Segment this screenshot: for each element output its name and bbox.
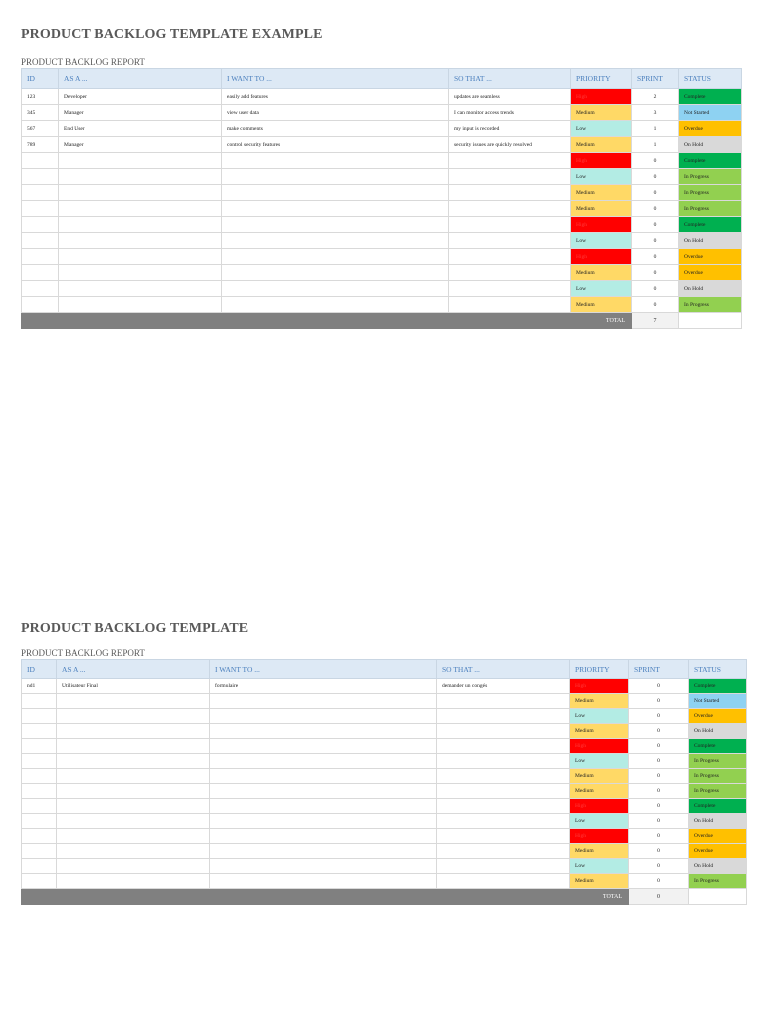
cell-id[interactable] — [22, 249, 59, 265]
cell-id[interactable] — [22, 784, 57, 799]
cell-priority[interactable]: High — [571, 217, 632, 233]
header-priority: PRIORITY — [571, 69, 632, 89]
cell-i-want-to[interactable] — [222, 153, 449, 169]
cell-status[interactable]: Overdue — [679, 265, 742, 281]
cell-id[interactable] — [22, 769, 57, 784]
cell-status[interactable]: Overdue — [689, 709, 747, 724]
cell-sprint[interactable]: 0 — [629, 829, 689, 844]
cell-as-a[interactable]: Manager — [59, 137, 222, 153]
cell-so-that[interactable] — [449, 169, 571, 185]
cell-status[interactable]: In Progress — [689, 874, 747, 889]
cell-sprint[interactable]: 0 — [632, 217, 679, 233]
cell-sprint[interactable]: 0 — [632, 297, 679, 313]
cell-priority[interactable]: Medium — [570, 724, 629, 739]
header-so-that: SO THAT ... — [437, 660, 570, 679]
cell-sprint[interactable]: 3 — [632, 105, 679, 121]
table-row — [22, 105, 742, 121]
cell-i-want-to[interactable] — [210, 814, 437, 829]
cell-id[interactable] — [22, 814, 57, 829]
cell-so-that[interactable] — [437, 739, 570, 754]
table-row — [22, 874, 747, 889]
cell-i-want-to[interactable] — [222, 185, 449, 201]
example-section — [21, 26, 741, 329]
table-row — [22, 694, 747, 709]
cell-i-want-to[interactable] — [210, 784, 437, 799]
cell-so-that[interactable] — [437, 694, 570, 709]
cell-priority[interactable]: Medium — [570, 844, 629, 859]
cell-id[interactable]: 789 — [22, 137, 59, 153]
table-row — [22, 121, 742, 137]
cell-as-a[interactable] — [57, 814, 210, 829]
table-row — [22, 784, 747, 799]
cell-i-want-to[interactable] — [222, 249, 449, 265]
table-row — [22, 724, 747, 739]
cell-i-want-to[interactable] — [210, 709, 437, 724]
cell-sprint[interactable]: 0 — [632, 265, 679, 281]
cell-priority[interactable]: High — [570, 829, 629, 844]
cell-status[interactable]: In Progress — [689, 784, 747, 799]
cell-so-that[interactable] — [449, 217, 571, 233]
cell-as-a[interactable]: Developer — [59, 89, 222, 105]
cell-as-a[interactable]: Manager — [59, 105, 222, 121]
cell-id[interactable]: nd1 — [22, 679, 57, 694]
cell-i-want-to[interactable] — [210, 769, 437, 784]
cell-so-that[interactable]: security issues are quickly resolved — [449, 137, 571, 153]
template-section — [21, 620, 746, 905]
cell-status[interactable]: In Progress — [689, 754, 747, 769]
total-label: TOTAL — [22, 889, 629, 905]
cell-sprint[interactable]: 0 — [629, 754, 689, 769]
cell-id[interactable]: 123 — [22, 89, 59, 105]
header-as-a: AS A ... — [57, 660, 210, 679]
cell-priority[interactable]: Low — [570, 859, 629, 874]
cell-as-a[interactable] — [57, 874, 210, 889]
page-title: PRODUCT BACKLOG TEMPLATE EXAMPLE — [21, 27, 323, 42]
cell-so-that[interactable] — [449, 153, 571, 169]
cell-status[interactable]: Complete — [689, 799, 747, 814]
cell-status[interactable]: In Progress — [679, 185, 742, 201]
cell-sprint[interactable]: 1 — [632, 137, 679, 153]
cell-i-want-to[interactable] — [222, 233, 449, 249]
cell-sprint[interactable]: 0 — [632, 185, 679, 201]
cell-priority[interactable]: Low — [571, 121, 632, 137]
cell-so-that[interactable] — [449, 185, 571, 201]
cell-i-want-to[interactable]: make comments — [222, 121, 449, 137]
backlog-table — [21, 659, 747, 905]
cell-i-want-to[interactable]: view user data — [222, 105, 449, 121]
cell-as-a[interactable] — [59, 185, 222, 201]
cell-so-that[interactable] — [437, 874, 570, 889]
total-end-cell — [689, 889, 747, 905]
cell-id[interactable] — [22, 169, 59, 185]
cell-so-that[interactable] — [449, 281, 571, 297]
cell-as-a[interactable] — [59, 169, 222, 185]
cell-as-a[interactable] — [57, 829, 210, 844]
total-label: TOTAL — [22, 313, 632, 329]
cell-i-want-to[interactable] — [222, 265, 449, 281]
cell-status[interactable]: Complete — [679, 217, 742, 233]
table-row — [22, 265, 742, 281]
cell-sprint[interactable]: 0 — [632, 201, 679, 217]
table-body — [22, 679, 747, 889]
cell-priority[interactable]: Medium — [571, 137, 632, 153]
cell-so-that[interactable] — [437, 724, 570, 739]
cell-id[interactable] — [22, 829, 57, 844]
table-row — [22, 859, 747, 874]
cell-priority[interactable]: High — [570, 799, 629, 814]
cell-i-want-to[interactable] — [210, 829, 437, 844]
cell-id[interactable] — [22, 281, 59, 297]
cell-priority[interactable]: Low — [570, 709, 629, 724]
cell-as-a[interactable] — [59, 217, 222, 233]
table-row — [22, 217, 742, 233]
table-row — [22, 799, 747, 814]
cell-sprint[interactable]: 0 — [629, 784, 689, 799]
header-i-want-to: I WANT TO ... — [210, 660, 437, 679]
cell-sprint[interactable]: 0 — [632, 169, 679, 185]
cell-id[interactable] — [22, 185, 59, 201]
cell-i-want-to[interactable]: control security features — [222, 137, 449, 153]
header-status: STATUS — [689, 660, 747, 679]
cell-as-a[interactable]: End User — [59, 121, 222, 137]
cell-sprint[interactable]: 0 — [629, 679, 689, 694]
cell-sprint[interactable]: 0 — [629, 739, 689, 754]
cell-sprint[interactable]: 0 — [632, 233, 679, 249]
header-id: ID — [22, 660, 57, 679]
table-row — [22, 249, 742, 265]
cell-as-a[interactable] — [59, 265, 222, 281]
cell-as-a[interactable] — [57, 769, 210, 784]
cell-status[interactable]: In Progress — [689, 769, 747, 784]
cell-priority[interactable]: Medium — [570, 694, 629, 709]
cell-sprint[interactable]: 0 — [629, 694, 689, 709]
cell-sprint[interactable]: 0 — [629, 859, 689, 874]
cell-so-that[interactable] — [449, 265, 571, 281]
cell-as-a[interactable] — [57, 739, 210, 754]
cell-id[interactable] — [22, 799, 57, 814]
cell-id[interactable] — [22, 153, 59, 169]
cell-i-want-to[interactable] — [222, 201, 449, 217]
cell-status[interactable]: On Hold — [689, 859, 747, 874]
table-row — [22, 185, 742, 201]
cell-so-that[interactable]: I can monitor access trends — [449, 105, 571, 121]
cell-so-that[interactable] — [437, 814, 570, 829]
cell-priority[interactable]: Medium — [571, 201, 632, 217]
cell-so-that[interactable]: demander un congés — [437, 679, 570, 694]
table-header-row — [22, 660, 747, 679]
cell-so-that[interactable] — [449, 249, 571, 265]
cell-so-that[interactable]: updates are seamless — [449, 89, 571, 105]
cell-as-a[interactable] — [59, 201, 222, 217]
table-row — [22, 89, 742, 105]
cell-so-that[interactable] — [437, 784, 570, 799]
cell-id[interactable] — [22, 694, 57, 709]
table-row — [22, 709, 747, 724]
table-row — [22, 769, 747, 784]
cell-status[interactable]: On Hold — [679, 233, 742, 249]
cell-i-want-to[interactable]: easily add features — [222, 89, 449, 105]
cell-status[interactable]: On Hold — [679, 137, 742, 153]
cell-as-a[interactable] — [59, 249, 222, 265]
table-row — [22, 844, 747, 859]
cell-id[interactable] — [22, 233, 59, 249]
cell-sprint[interactable]: 0 — [629, 844, 689, 859]
cell-as-a[interactable] — [59, 153, 222, 169]
cell-as-a[interactable] — [57, 859, 210, 874]
total-row — [22, 313, 742, 329]
cell-i-want-to[interactable] — [210, 754, 437, 769]
cell-id[interactable] — [22, 709, 57, 724]
cell-status[interactable]: Complete — [679, 153, 742, 169]
table-row — [22, 754, 747, 769]
cell-as-a[interactable] — [57, 709, 210, 724]
cell-i-want-to[interactable] — [210, 874, 437, 889]
table-row — [22, 153, 742, 169]
cell-status[interactable]: On Hold — [679, 281, 742, 297]
cell-status[interactable]: Complete — [689, 739, 747, 754]
table-row — [22, 233, 742, 249]
header-so-that: SO THAT ... — [449, 69, 571, 89]
header-sprint: SPRINT — [629, 660, 689, 679]
cell-so-that[interactable] — [449, 233, 571, 249]
header-i-want-to: I WANT TO ... — [222, 69, 449, 89]
table-row — [22, 814, 747, 829]
table-row — [22, 679, 747, 694]
cell-id[interactable] — [22, 739, 57, 754]
cell-id[interactable] — [22, 844, 57, 859]
table-row — [22, 169, 742, 185]
cell-so-that[interactable] — [449, 201, 571, 217]
cell-i-want-to[interactable] — [210, 859, 437, 874]
cell-sprint[interactable]: 0 — [629, 814, 689, 829]
cell-priority[interactable]: Medium — [570, 874, 629, 889]
cell-priority[interactable]: Medium — [571, 297, 632, 313]
cell-status[interactable]: In Progress — [679, 201, 742, 217]
cell-i-want-to[interactable] — [222, 297, 449, 313]
cell-so-that[interactable] — [437, 709, 570, 724]
cell-sprint[interactable]: 2 — [632, 89, 679, 105]
cell-priority[interactable]: High — [571, 153, 632, 169]
cell-id[interactable] — [22, 265, 59, 281]
cell-priority[interactable]: High — [571, 249, 632, 265]
cell-status[interactable]: Not Started — [679, 105, 742, 121]
cell-status[interactable]: Complete — [679, 89, 742, 105]
header-as-a: AS A ... — [59, 69, 222, 89]
cell-i-want-to[interactable] — [210, 799, 437, 814]
cell-id[interactable] — [22, 217, 59, 233]
table-row — [22, 829, 747, 844]
header-status: STATUS — [679, 69, 742, 89]
cell-i-want-to[interactable] — [210, 724, 437, 739]
cell-i-want-to[interactable] — [222, 169, 449, 185]
table-row — [22, 297, 742, 313]
total-value[interactable]: 7 — [632, 313, 679, 329]
page-title: PRODUCT BACKLOG TEMPLATE — [21, 621, 249, 636]
cell-status[interactable]: In Progress — [679, 297, 742, 313]
cell-as-a[interactable] — [57, 694, 210, 709]
cell-status[interactable]: On Hold — [689, 724, 747, 739]
cell-priority[interactable]: Low — [570, 754, 629, 769]
cell-id[interactable] — [22, 297, 59, 313]
cell-sprint[interactable]: 0 — [629, 724, 689, 739]
cell-priority[interactable]: Low — [571, 281, 632, 297]
total-row — [22, 889, 747, 905]
total-value[interactable]: 0 — [629, 889, 689, 905]
cell-as-a[interactable] — [57, 784, 210, 799]
cell-i-want-to[interactable] — [222, 281, 449, 297]
cell-sprint[interactable]: 0 — [632, 153, 679, 169]
cell-sprint[interactable]: 0 — [629, 874, 689, 889]
header-sprint: SPRINT — [632, 69, 679, 89]
cell-id[interactable] — [22, 201, 59, 217]
cell-status[interactable]: In Progress — [679, 169, 742, 185]
cell-id[interactable] — [22, 724, 57, 739]
cell-so-that[interactable] — [437, 844, 570, 859]
cell-status[interactable]: Complete — [689, 679, 747, 694]
cell-as-a[interactable] — [59, 297, 222, 313]
cell-id[interactable]: 567 — [22, 121, 59, 137]
cell-i-want-to[interactable] — [210, 739, 437, 754]
cell-so-that[interactable] — [437, 829, 570, 844]
cell-priority[interactable]: Medium — [571, 185, 632, 201]
cell-so-that[interactable] — [437, 754, 570, 769]
cell-id[interactable] — [22, 754, 57, 769]
cell-i-want-to[interactable] — [222, 217, 449, 233]
total-end-cell — [679, 313, 742, 329]
table-row — [22, 739, 747, 754]
cell-priority[interactable]: High — [570, 739, 629, 754]
cell-as-a[interactable] — [57, 754, 210, 769]
cell-so-that[interactable]: my input is recorded — [449, 121, 571, 137]
cell-as-a[interactable] — [59, 281, 222, 297]
cell-as-a[interactable] — [57, 724, 210, 739]
cell-so-that[interactable] — [449, 297, 571, 313]
cell-sprint[interactable]: 0 — [632, 281, 679, 297]
cell-as-a[interactable]: Utilisateur Final — [57, 679, 210, 694]
cell-priority[interactable]: Medium — [570, 784, 629, 799]
table-header-row — [22, 69, 742, 89]
cell-i-want-to[interactable] — [210, 844, 437, 859]
cell-so-that[interactable] — [437, 799, 570, 814]
cell-priority[interactable]: High — [571, 89, 632, 105]
cell-id[interactable] — [22, 859, 57, 874]
cell-status[interactable]: Overdue — [679, 121, 742, 137]
table-row — [22, 201, 742, 217]
cell-i-want-to[interactable]: formulaire — [210, 679, 437, 694]
table-body — [22, 89, 742, 313]
cell-priority[interactable]: Low — [571, 233, 632, 249]
cell-status[interactable]: On Hold — [689, 814, 747, 829]
backlog-table — [21, 68, 742, 329]
table-row — [22, 281, 742, 297]
header-priority: PRIORITY — [570, 660, 629, 679]
cell-status[interactable]: Not Started — [689, 694, 747, 709]
cell-as-a[interactable] — [57, 799, 210, 814]
cell-as-a[interactable] — [57, 844, 210, 859]
cell-as-a[interactable] — [59, 233, 222, 249]
cell-priority[interactable]: Low — [570, 814, 629, 829]
cell-sprint[interactable]: 0 — [632, 249, 679, 265]
cell-sprint[interactable]: 0 — [629, 769, 689, 784]
cell-i-want-to[interactable] — [210, 694, 437, 709]
report-label: PRODUCT BACKLOG REPORT — [21, 648, 145, 658]
cell-sprint[interactable]: 0 — [629, 799, 689, 814]
cell-so-that[interactable] — [437, 769, 570, 784]
cell-status[interactable]: Overdue — [689, 829, 747, 844]
header-id: ID — [22, 69, 59, 89]
cell-sprint[interactable]: 0 — [629, 709, 689, 724]
cell-id[interactable] — [22, 874, 57, 889]
cell-priority[interactable]: High — [570, 679, 629, 694]
table-row — [22, 137, 742, 153]
cell-status[interactable]: Overdue — [679, 249, 742, 265]
cell-priority[interactable]: Low — [571, 169, 632, 185]
cell-so-that[interactable] — [437, 859, 570, 874]
cell-priority[interactable]: Medium — [570, 769, 629, 784]
cell-status[interactable]: Overdue — [689, 844, 747, 859]
report-label: PRODUCT BACKLOG REPORT — [21, 57, 145, 67]
cell-sprint[interactable]: 1 — [632, 121, 679, 137]
cell-id[interactable]: 345 — [22, 105, 59, 121]
cell-priority[interactable]: Medium — [571, 105, 632, 121]
cell-priority[interactable]: Medium — [571, 265, 632, 281]
